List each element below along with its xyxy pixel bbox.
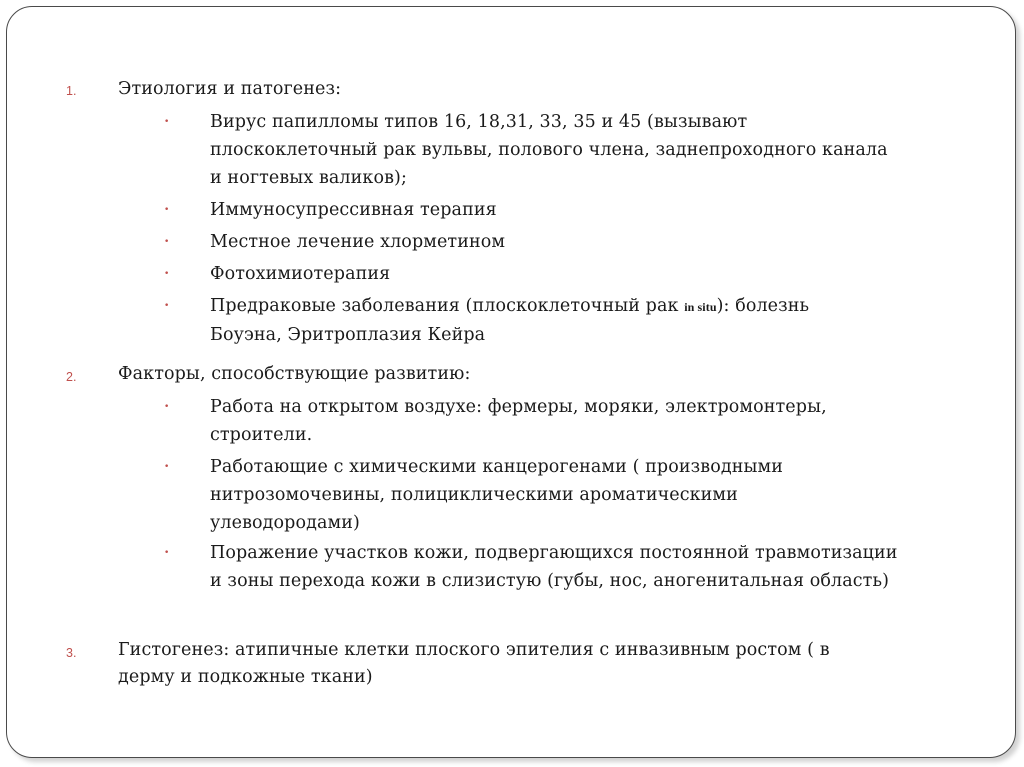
bullet-line: нитрозомочевины, полициклическими ароматическими bbox=[210, 485, 738, 505]
bullet-item-hpv bbox=[210, 108, 990, 192]
section-title-etiology: Этиология и патогенез: bbox=[118, 79, 342, 99]
bullet-line: и ногтевых валиков); bbox=[210, 168, 407, 188]
precancer-text-post: ): болезнь bbox=[716, 296, 810, 316]
bullet-line: Вирус папилломы типов 16, 18,31, 33, 35 и 45 (вызывают bbox=[210, 112, 748, 132]
bullet-item-outdoor-work bbox=[210, 393, 990, 449]
bullet-icon: • bbox=[164, 301, 170, 311]
bullet-line: Фотохимиотерапия bbox=[210, 264, 391, 284]
section-title-factors: Факторы, способствующие развитию: bbox=[118, 364, 471, 384]
list-number-3: 3. bbox=[66, 646, 77, 660]
bullet-line: Работа на открытом воздухе: фермеры, моряки, электромонтеры, bbox=[210, 397, 827, 417]
bullet-line: улеводородами) bbox=[210, 513, 360, 533]
bullet-line: Работающие с химическими канцерогенами ( производными bbox=[210, 457, 783, 477]
section-line: дерму и подкожные ткани) bbox=[118, 667, 373, 687]
list-number-2: 2. bbox=[66, 370, 77, 384]
bullet-icon: • bbox=[164, 269, 170, 279]
bullet-line: Местное лечение хлорметином bbox=[210, 232, 506, 252]
bullet-item-immunosuppression bbox=[210, 196, 990, 224]
in-situ-text: in situ bbox=[684, 300, 717, 314]
bullet-line: строители. bbox=[210, 425, 313, 445]
bullet-line: плоскоклеточный рак вульвы, полового члена, заднепроходного канала bbox=[210, 140, 888, 160]
bullet-line bbox=[210, 292, 990, 321]
list-number-1: 1. bbox=[66, 84, 77, 98]
bullet-icon: • bbox=[164, 402, 170, 412]
bullet-icon: • bbox=[164, 237, 170, 247]
bullet-line: Поражение участков кожи, подвергающихся постоянной травмотизации bbox=[210, 543, 898, 563]
bullet-line: Иммуносупрессивная терапия bbox=[210, 200, 497, 220]
bullet-item-carcinogens bbox=[210, 453, 990, 537]
bullet-line: и зоны перехода кожи в слизистую (губы, нос, аногенитальная область) bbox=[210, 571, 890, 591]
bullet-line: Боуэна, Эритроплазия Кейра bbox=[210, 325, 486, 345]
section-line: Гистогенез: атипичные клетки плоского эпителия с инвазивным ростом ( в bbox=[118, 640, 830, 660]
bullet-icon: • bbox=[164, 117, 170, 127]
bullet-icon: • bbox=[164, 548, 170, 558]
section-text-histogenesis bbox=[118, 637, 978, 691]
bullet-item-precancerous bbox=[210, 292, 990, 349]
bullet-item-chlormethine bbox=[210, 228, 990, 256]
precancer-text-pre: Предраковые заболевания (плоскоклеточный рак bbox=[210, 296, 685, 316]
bullet-icon: • bbox=[164, 462, 170, 472]
bullet-icon: • bbox=[164, 205, 170, 215]
bullet-item-photochemotherapy bbox=[210, 260, 990, 288]
bullet-item-skin-trauma bbox=[210, 539, 990, 595]
